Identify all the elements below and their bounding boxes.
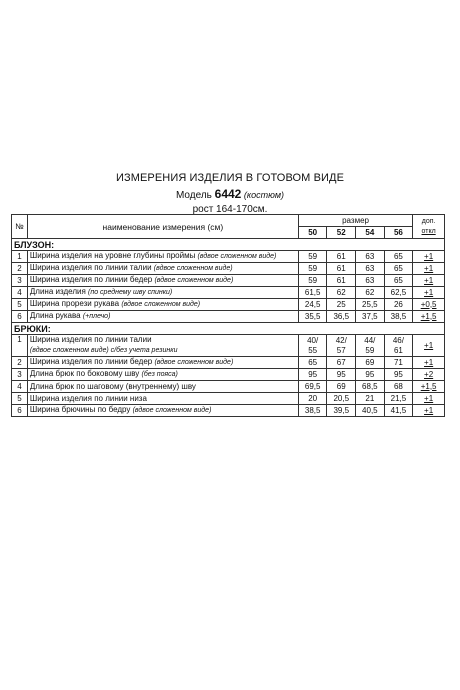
table-row — [12, 393, 445, 405]
size-value — [356, 251, 385, 263]
size-value — [384, 299, 413, 311]
measurement-hint: (вдвое сложенном виде) — [154, 277, 234, 284]
tolerance-value-text: +1 — [424, 340, 434, 350]
row-number-text: 3 — [17, 275, 22, 285]
header-row-top — [12, 215, 445, 227]
size-value-text: 65 — [308, 357, 318, 367]
row-number — [12, 357, 28, 369]
measurement-label: Длина брюк по боковому шву — [29, 369, 142, 378]
size-value-text: 68 — [393, 381, 403, 391]
row-number — [12, 381, 28, 393]
tolerance-value-text: +1 — [424, 287, 434, 297]
size-value-text: 61 — [336, 275, 346, 285]
tolerance-value — [413, 299, 445, 311]
row-number-text: 4 — [17, 287, 22, 297]
tolerance-value-text: +1 — [424, 405, 434, 415]
size-value-text: 61 — [393, 345, 403, 355]
measurement-name — [27, 405, 298, 417]
size-header: 56 — [384, 227, 413, 239]
size-value — [327, 251, 356, 263]
tolerance-label-1: доп. — [421, 217, 436, 225]
size-value-text: 95 — [308, 369, 318, 379]
size-value — [327, 263, 356, 275]
size-value-text: 69 — [365, 357, 375, 367]
tolerance-value — [413, 405, 445, 417]
row-number — [12, 275, 28, 287]
measurement-label: Ширина изделия на уровне глубины проймы — [29, 251, 198, 260]
size-value — [298, 275, 327, 287]
size-value — [298, 357, 327, 369]
size-value — [327, 393, 356, 405]
measurement-label: Длина рукава — [29, 311, 83, 320]
measurement-label: Ширина прорези рукава — [29, 299, 122, 308]
measurement-name — [27, 263, 298, 275]
measurement-label: Ширина изделия по линии талии — [29, 263, 154, 272]
measurement-name — [27, 357, 298, 369]
size-value-text: 71 — [393, 357, 403, 367]
size-value — [327, 311, 356, 323]
table-row — [12, 405, 445, 417]
col-number-header: № — [12, 215, 28, 239]
size-value — [298, 287, 327, 299]
table-row — [12, 335, 445, 357]
size-value — [384, 335, 413, 357]
tolerance-value-text: +1 — [424, 275, 434, 285]
size-value-text: 59 — [308, 275, 318, 285]
size-value-text: 40/ — [307, 335, 319, 345]
size-value-text: 46/ — [392, 335, 404, 345]
size-value-text: 44/ — [364, 335, 376, 345]
size-value — [298, 335, 327, 357]
row-number — [12, 311, 28, 323]
size-value-text: 25 — [336, 299, 346, 309]
row-number-text: 6 — [17, 311, 22, 321]
row-number-text: 4 — [17, 381, 22, 391]
measurement-hint: (вдвое сложенном виде) — [132, 407, 212, 414]
measurement-label: Ширина изделия по линии бедер — [29, 357, 155, 366]
size-value-text: 25,5 — [362, 299, 378, 309]
row-number-text: 6 — [17, 405, 22, 415]
tolerance-label-2: откл — [421, 227, 436, 235]
measurement-label: Ширина изделия по линии талии — [29, 335, 152, 344]
measurement-hint: (по среднему шву спинки) — [88, 289, 173, 296]
size-value-text: 65 — [393, 251, 403, 261]
size-value-text: 59 — [308, 263, 318, 273]
row-number — [12, 299, 28, 311]
size-value — [384, 357, 413, 369]
size-value-text: 61 — [336, 263, 346, 273]
size-value-text: 59 — [365, 345, 375, 355]
table-row — [12, 299, 445, 311]
measurement-label: Ширина изделия по линии низа — [29, 393, 147, 403]
measurement-hint: (вдвое сложенном виде) — [154, 359, 234, 366]
table-row — [12, 275, 445, 287]
size-value — [327, 335, 356, 357]
tolerance-value — [413, 287, 445, 299]
table-row — [12, 369, 445, 381]
size-value — [356, 335, 385, 357]
size-value — [384, 287, 413, 299]
size-value-text: 63 — [365, 263, 375, 273]
size-value-text: 26 — [393, 299, 403, 309]
size-value — [298, 311, 327, 323]
growth-line: рост 164-170см. — [192, 204, 268, 215]
size-value — [384, 311, 413, 323]
table-row — [12, 357, 445, 369]
section-label: БРЮКИ: — [12, 323, 445, 335]
size-value — [356, 299, 385, 311]
table-row — [12, 263, 445, 275]
size-value — [327, 357, 356, 369]
size-value — [356, 287, 385, 299]
table-row — [12, 287, 445, 299]
section-label: БЛУЗОН: — [12, 239, 445, 251]
document-header — [0, 172, 460, 216]
row-number — [12, 251, 28, 263]
size-value-text: 55 — [308, 345, 318, 355]
row-number — [12, 405, 28, 417]
measurements-table — [11, 214, 445, 417]
size-value-text: 57 — [336, 345, 346, 355]
size-value — [356, 405, 385, 417]
size-value-text: 61 — [336, 251, 346, 261]
size-value — [298, 251, 327, 263]
size-header: 50 — [298, 227, 327, 239]
size-value-text: 20,5 — [333, 393, 350, 403]
size-value-text: 42/ — [335, 335, 347, 345]
size-value-text: 21 — [365, 393, 375, 403]
size-value-text: 35,5 — [304, 311, 321, 321]
tolerance-value-text: +0,5 — [420, 299, 437, 309]
size-value — [384, 369, 413, 381]
size-value — [384, 381, 413, 393]
size-header: 52 — [327, 227, 356, 239]
size-value — [298, 369, 327, 381]
size-value-text: 95 — [393, 369, 403, 379]
size-value-text: 59 — [308, 251, 318, 261]
measurement-hint: (без пояса) — [141, 371, 178, 378]
size-value — [384, 393, 413, 405]
col-tolerance-header — [413, 215, 445, 239]
tolerance-value — [413, 251, 445, 263]
size-value-text: 39,5 — [333, 405, 350, 415]
measurement-name — [27, 311, 298, 323]
size-value — [327, 405, 356, 417]
measurement-label: Длина брюк по шаговому (внутреннему) шву — [29, 381, 196, 391]
size-value-text: 38,5 — [390, 311, 407, 321]
size-value — [356, 275, 385, 287]
measurement-name — [27, 287, 298, 299]
row-number — [12, 393, 28, 405]
measurement-hint: (+плечо) — [82, 313, 111, 320]
size-value-text: 24,5 — [304, 299, 321, 309]
size-value-text: 20 — [308, 393, 318, 403]
measurement-label: Ширина брючины по бедру — [29, 405, 133, 414]
size-value — [384, 275, 413, 287]
size-value-text: 69,5 — [304, 381, 321, 391]
measurement-name — [27, 275, 298, 287]
size-value-text: 41,5 — [390, 405, 407, 415]
size-value — [356, 357, 385, 369]
size-value-text: 65 — [393, 263, 403, 273]
size-value-text: 63 — [365, 251, 375, 261]
tolerance-value — [413, 369, 445, 381]
size-value-text: 67 — [336, 357, 346, 367]
measurement-name — [27, 393, 298, 405]
row-number-text: 1 — [17, 335, 22, 344]
size-value-text: 95 — [336, 369, 346, 379]
model-number: 6442 — [214, 187, 242, 201]
size-value-text: 62,5 — [390, 287, 407, 297]
size-value — [356, 369, 385, 381]
document-title: ИЗМЕРЕНИЯ ИЗДЕЛИЯ В ГОТОВОМ ВИДЕ — [115, 172, 345, 184]
tolerance-value-text: +1 — [424, 263, 434, 273]
tolerance-value — [413, 263, 445, 275]
tolerance-value-text: +1,5 — [420, 311, 437, 321]
row-number — [12, 287, 28, 299]
measurement-hint: (вдвое сложенном виде) — [153, 265, 233, 272]
size-value — [356, 263, 385, 275]
size-value — [356, 381, 385, 393]
size-value-text: 36,5 — [333, 311, 350, 321]
size-value-text: 38,5 — [304, 405, 321, 415]
row-number-text: 2 — [17, 263, 22, 273]
row-number-text: 1 — [17, 251, 22, 261]
size-value — [327, 287, 356, 299]
section-row — [12, 323, 445, 335]
size-value — [298, 393, 327, 405]
measurement-name — [27, 369, 298, 381]
row-number-text: 3 — [17, 369, 22, 379]
size-value — [298, 405, 327, 417]
tolerance-value — [413, 357, 445, 369]
measurement-hint: (вдвое сложенном виде) — [197, 253, 277, 260]
size-value — [384, 405, 413, 417]
size-value — [384, 263, 413, 275]
size-value-text: 95 — [365, 369, 375, 379]
measurement-name — [27, 381, 298, 393]
size-value — [384, 251, 413, 263]
size-value — [327, 275, 356, 287]
size-value — [298, 381, 327, 393]
size-value — [356, 393, 385, 405]
measurement-name — [27, 335, 298, 357]
row-number — [12, 335, 28, 357]
tolerance-value-text: +1 — [424, 393, 434, 403]
measurement-name — [27, 299, 298, 311]
size-value-text: 40,5 — [362, 405, 378, 415]
table-row — [12, 251, 445, 263]
measurement-hint: (вдвое сложенном виде) — [121, 301, 201, 308]
tolerance-value — [413, 393, 445, 405]
tolerance-value-text: +1,5 — [420, 381, 437, 391]
size-value-text: 61,5 — [304, 287, 321, 297]
tolerance-value-text: +2 — [424, 369, 434, 379]
size-value — [298, 299, 327, 311]
size-value-text: 63 — [365, 275, 375, 285]
measurement-label: Длина изделия — [29, 287, 89, 296]
table-row — [12, 381, 445, 393]
size-value — [327, 381, 356, 393]
size-value-text: 62 — [336, 287, 346, 297]
measurement-name — [27, 251, 298, 263]
col-size-header: размер — [298, 215, 412, 227]
size-value — [356, 311, 385, 323]
tolerance-value-text: +1 — [424, 357, 434, 367]
tolerance-value — [413, 335, 445, 357]
size-value — [298, 263, 327, 275]
row-number-text: 2 — [17, 357, 22, 367]
measurement-hint: (вдвое сложенном виде) с/без учета резинки — [29, 347, 178, 354]
col-name-header: наименование измерения (см) — [27, 215, 298, 239]
model-suffix: (костюм) — [241, 190, 285, 200]
tolerance-value-text: +1 — [424, 251, 434, 261]
tolerance-value — [413, 381, 445, 393]
row-number — [12, 263, 28, 275]
size-value-text: 37,5 — [362, 311, 378, 321]
measurement-label: Ширина изделия по линии бедер — [29, 275, 155, 284]
row-number — [12, 369, 28, 381]
tolerance-value — [413, 275, 445, 287]
tolerance-value — [413, 311, 445, 323]
table-row — [12, 311, 445, 323]
size-value-text: 62 — [365, 287, 375, 297]
size-header: 54 — [356, 227, 385, 239]
model-line — [0, 187, 460, 203]
size-value — [327, 299, 356, 311]
size-value-text: 21,5 — [390, 393, 407, 403]
section-row — [12, 239, 445, 251]
model-prefix: Модель — [175, 190, 215, 201]
row-number-text: 5 — [17, 299, 22, 309]
size-value-text: 69 — [336, 381, 346, 391]
size-value-text: 68,5 — [362, 381, 378, 391]
size-value — [327, 369, 356, 381]
size-value-text: 65 — [393, 275, 403, 285]
row-number-text: 5 — [17, 393, 22, 403]
